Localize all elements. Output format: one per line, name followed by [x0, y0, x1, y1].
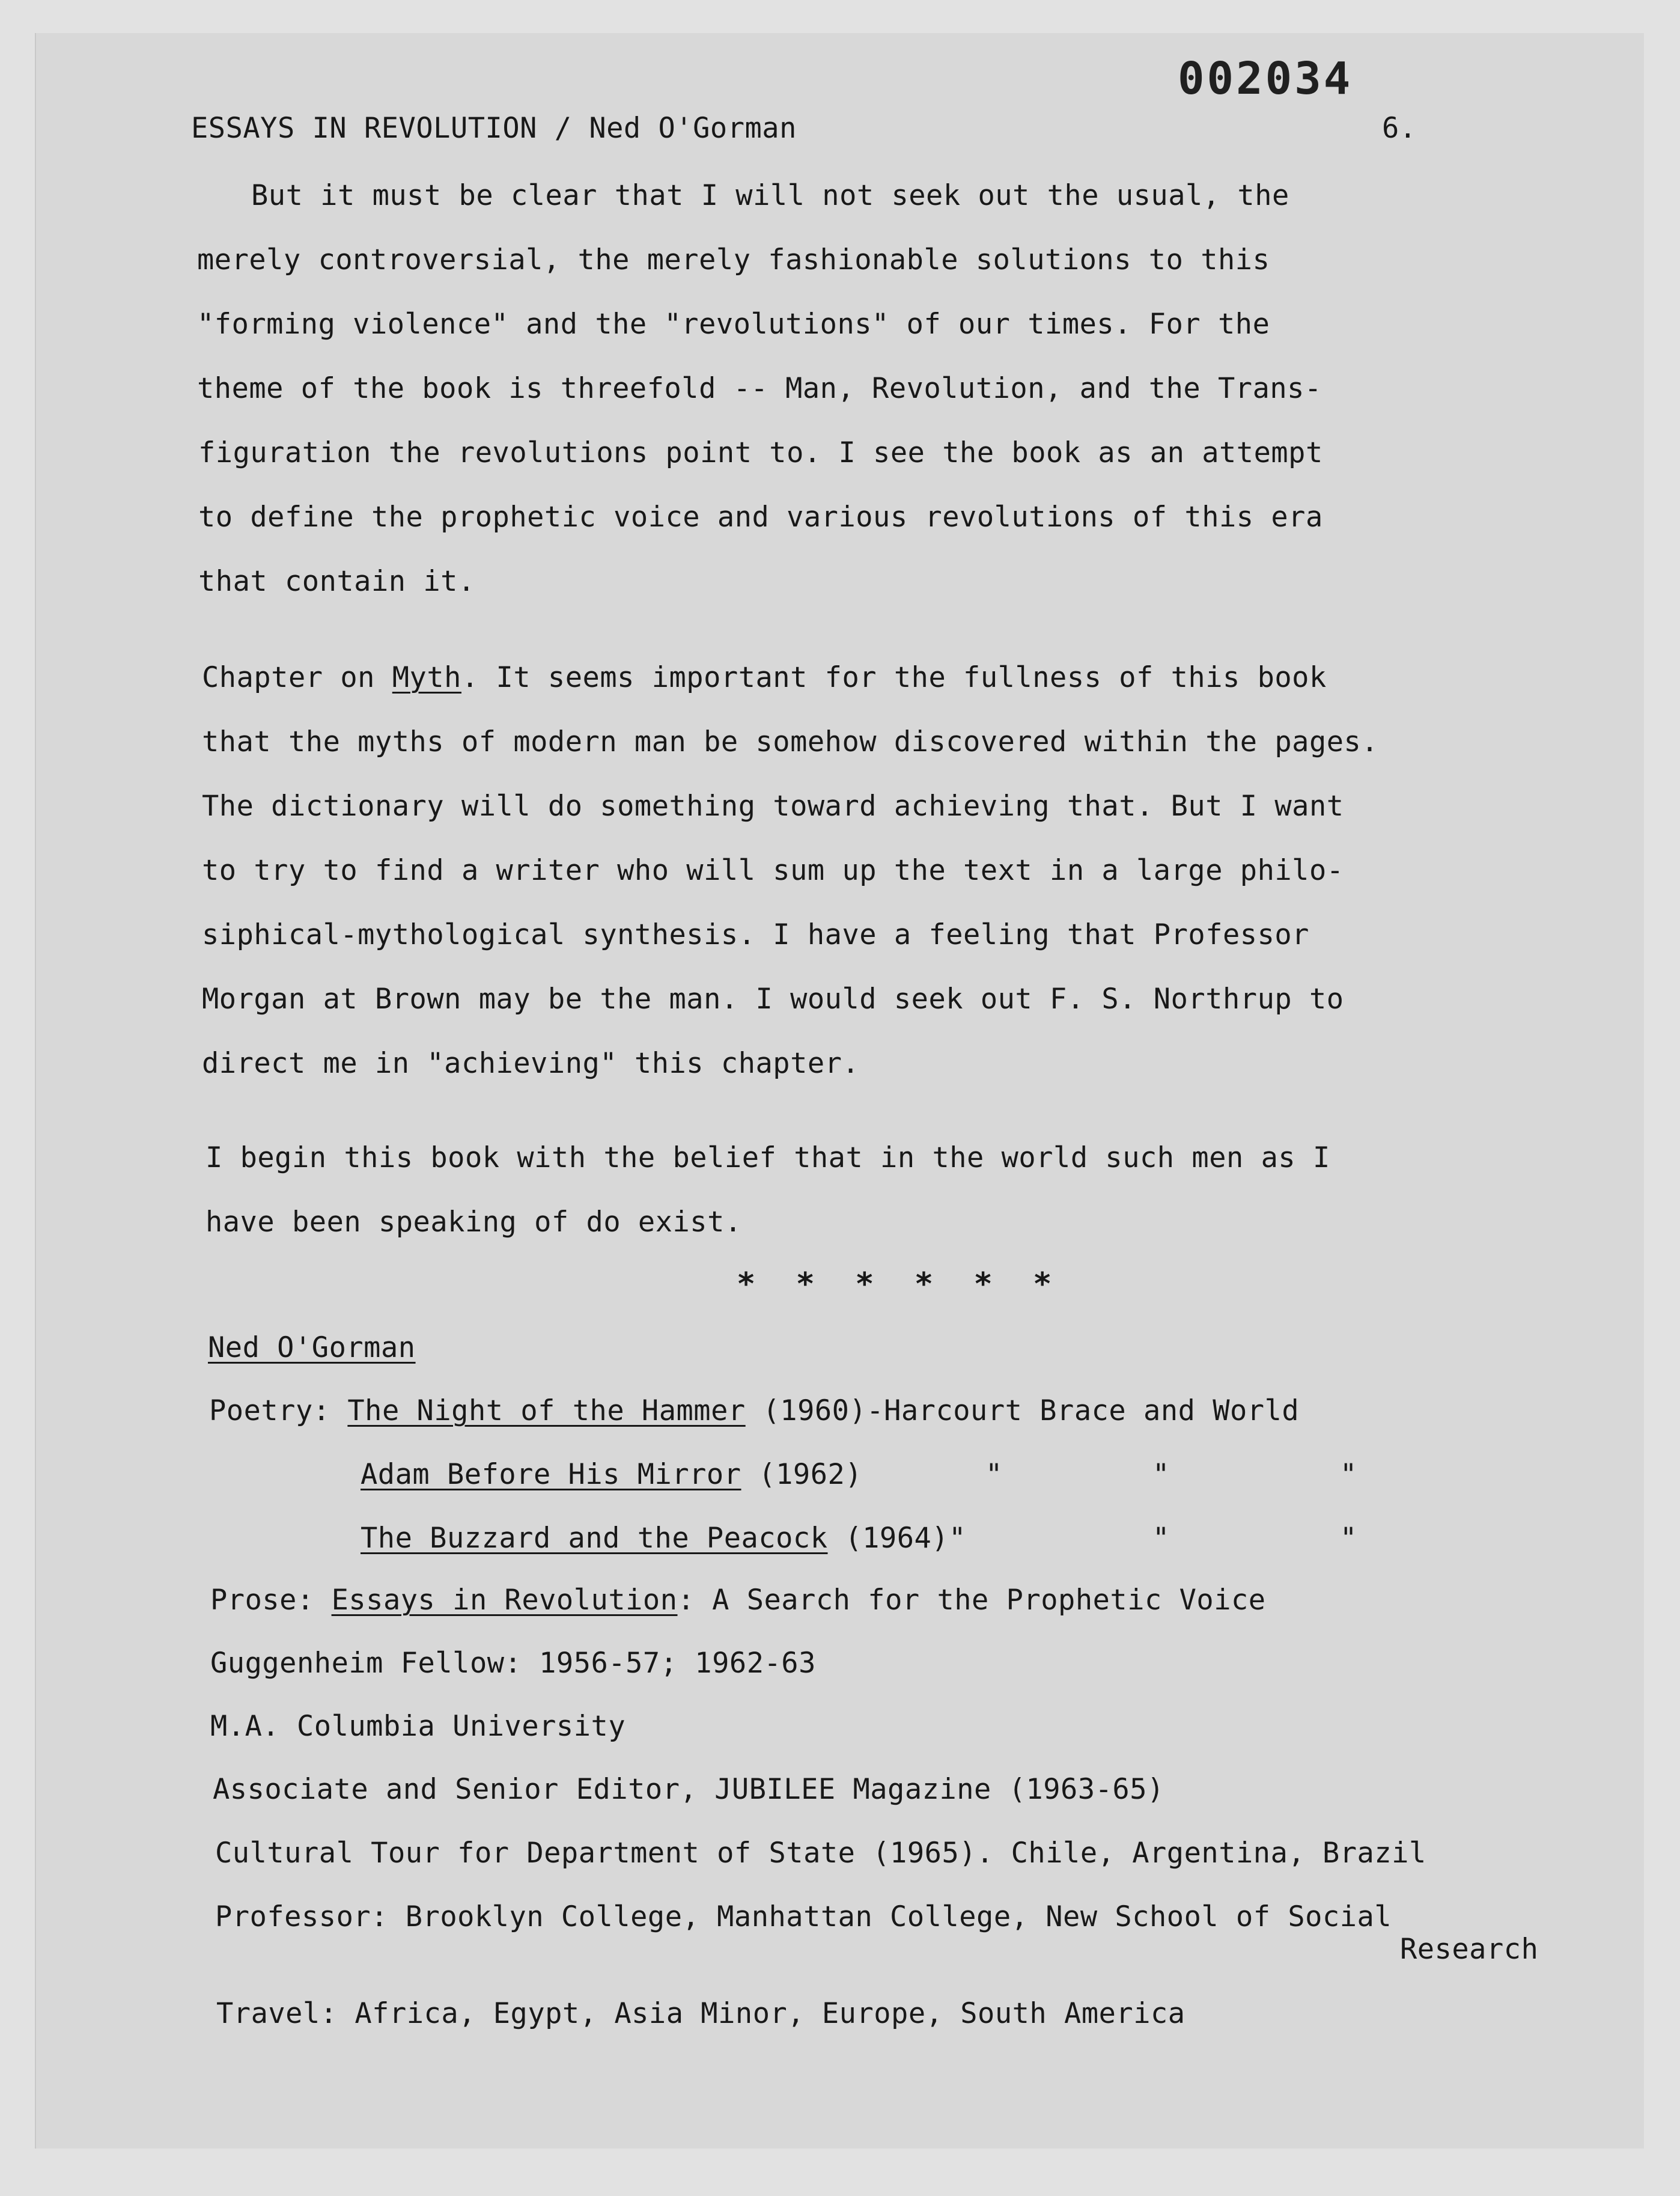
- para3-line: have been speaking of do exist.: [205, 1206, 742, 1239]
- poetry-line-2: [361, 1457, 862, 1493]
- stamp-number: 002034: [1178, 53, 1353, 105]
- typed-sheet: [35, 33, 1644, 2149]
- ditto-mark: ": [1340, 1458, 1357, 1491]
- ditto-mark: ": [1152, 1522, 1170, 1555]
- para1-line: theme of the book is threefold -- Man, Revolution, and the Trans-: [197, 372, 1322, 405]
- para1-line: figuration the revolutions point to. I see the book as an attempt: [198, 436, 1323, 469]
- professor-line-cont: Research: [1400, 1933, 1539, 1966]
- para2-line: direct me in "achieving" this chapter.: [202, 1047, 860, 1080]
- para1-line: that contain it.: [198, 565, 475, 598]
- para2-line1-rest: . It seems important for the fullness of this book: [461, 661, 1327, 694]
- editor-line: Associate and Senior Editor, JUBILEE Magazine (1963-65): [213, 1773, 1164, 1806]
- prose-line: [210, 1582, 1266, 1618]
- ditto-mark: ": [1152, 1458, 1170, 1491]
- bio-name-text: Ned O'Gorman: [208, 1331, 416, 1364]
- para2-lead: Chapter on: [202, 661, 392, 694]
- bio-name: [208, 1330, 416, 1366]
- poetry-detail: (1960)-Harcourt Brace and World: [745, 1394, 1300, 1427]
- separator-stars: * * * * * *: [737, 1266, 1063, 1302]
- ditto-mark: ": [985, 1458, 1003, 1491]
- para2-first-line: [202, 660, 1327, 696]
- para2-line: Morgan at Brown may be the man. I would seek out F. S. Northrup to: [202, 983, 1344, 1016]
- myth-underlined: Myth: [392, 661, 461, 694]
- ditto-mark: ": [1340, 1522, 1357, 1555]
- tour-line: Cultural Tour for Department of State (1965). Chile, Argentina, Brazil: [215, 1837, 1426, 1870]
- poetry-label: Poetry:: [209, 1394, 348, 1427]
- para1-line: merely controversial, the merely fashionable solutions to this: [197, 243, 1270, 276]
- para2-line: to try to find a writer who will sum up the text in a large philo-: [202, 854, 1344, 887]
- para2-line: The dictionary will do something toward achieving that. But I want: [202, 790, 1344, 823]
- para2-line: siphical-mythological synthesis. I have a feeling that Professor: [202, 918, 1309, 951]
- para1-line: "forming violence" and the "revolutions" of our times. For the: [197, 308, 1270, 341]
- prose-label: Prose:: [210, 1584, 332, 1617]
- para2-line: that the myths of modern man be somehow discovered within the pages.: [202, 725, 1379, 758]
- para1-line: to define the prophetic voice and various revolutions of this era: [198, 501, 1323, 534]
- guggenheim-line: Guggenheim Fellow: 1956-57; 1962-63: [210, 1647, 816, 1680]
- page-number: 6.: [1382, 112, 1417, 145]
- header-title: ESSAYS IN REVOLUTION / Ned O'Gorman: [191, 112, 797, 145]
- prose-detail: : A Search for the Prophetic Voice: [677, 1584, 1266, 1617]
- travel-line: Travel: Africa, Egypt, Asia Minor, Europe, South America: [216, 1997, 1185, 2030]
- poetry-line-3: [361, 1520, 966, 1557]
- para3-line: I begin this book with the belief that in the world such men as I: [205, 1141, 1330, 1174]
- professor-line: Professor: Brooklyn College, Manhattan College, New School of Social: [215, 1900, 1392, 1933]
- poetry-detail: (1962): [741, 1458, 863, 1491]
- poetry-title: Adam Before His Mirror: [361, 1458, 741, 1491]
- prose-title: Essays in Revolution: [331, 1584, 678, 1617]
- poetry-detail: (1964)": [827, 1522, 966, 1555]
- para1-line: But it must be clear that I will not seek out the usual, the: [251, 179, 1289, 212]
- degree-line: M.A. Columbia University: [210, 1710, 626, 1743]
- poetry-title: The Night of the Hammer: [347, 1394, 746, 1427]
- poetry-line-1: [209, 1393, 1299, 1429]
- poetry-title: The Buzzard and the Peacock: [361, 1522, 828, 1555]
